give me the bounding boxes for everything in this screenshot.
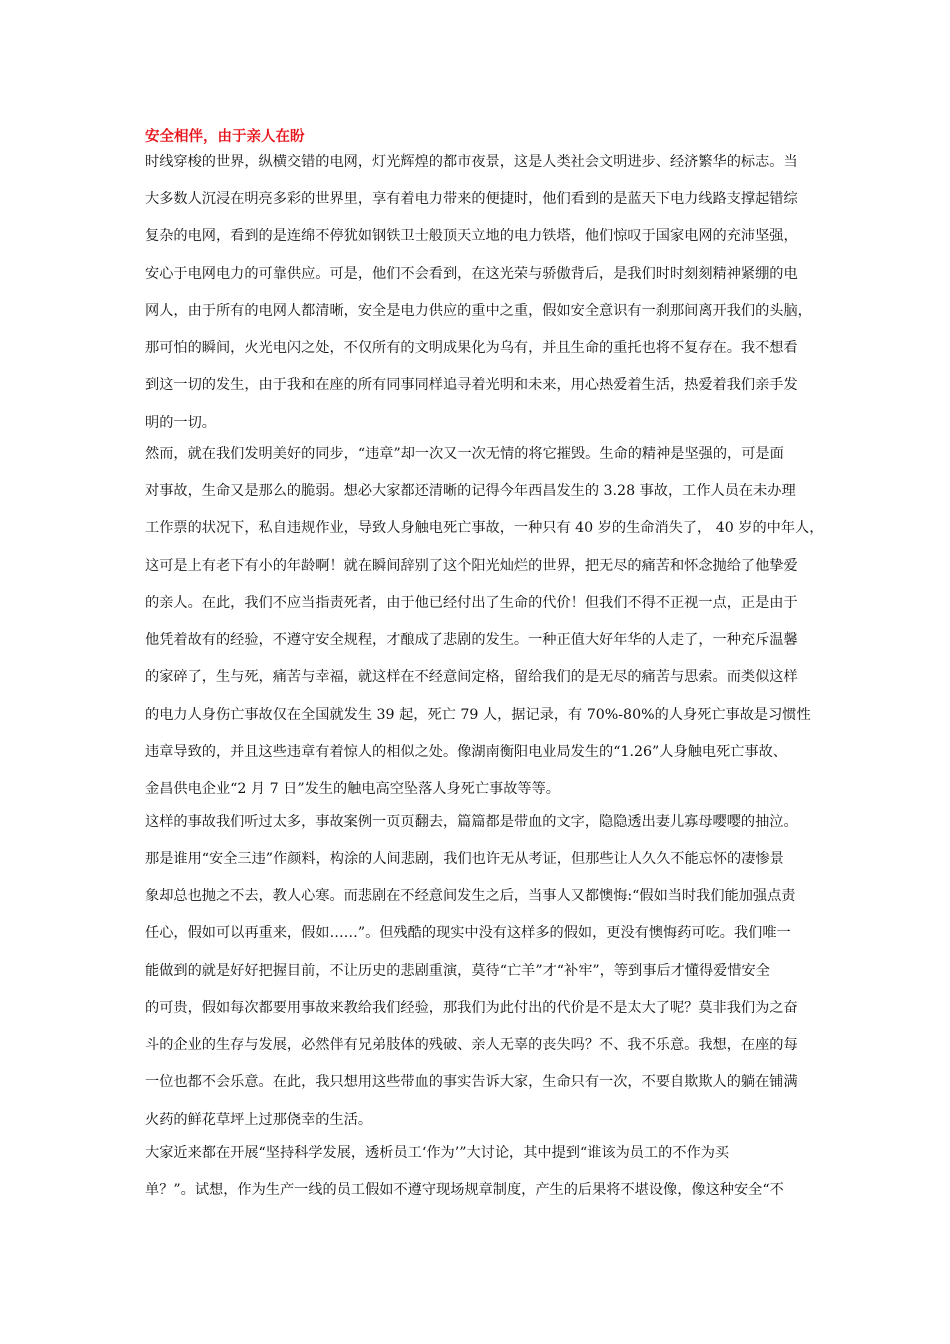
document-title: 安全相伴，由于亲人在盼 [145,129,305,145]
paragraph-line: 那是谁用“安全三违”作颜料，构涂的人间悲剧，我们也许无从考证，但那些让人久久不能忘怀的凄惨景 [145,851,784,867]
paragraph-line: 任心，假如可以再重来，假如……”。但残酷的现实中没有这样多的假如，更没有懊悔药可吃。我们唯一 [145,925,791,941]
paragraph-line: 他凭着故有的经验，不遵守安全规程，才酿成了悲剧的发生。一种正值大好年华的人走了，一种充斥温馨 [145,632,798,648]
paragraph-line: 能做到的就是好好把握目前，不让历史的悲剧重演，莫待“亡羊”才“补牢”，等到事后才懂得爱惜安全 [145,963,770,979]
paragraph-line: 象却总也抛之不去，教人心寒。而悲剧在不经意间发生之后，当事人又都懊悔:“假如当时我们能加强点责 [145,888,796,904]
paragraph-line: 对事故，生命又是那么的脆弱。想必大家都还清晰的记得今年西昌发生的 3.28 事故，工作人员在未办理 [145,483,796,499]
paragraph-line: 的家碎了，生与死，痛苦与幸福，就这样在不经意间定格，留给我们的是无尽的痛苦与思索。而类似这样 [145,669,798,685]
paragraph-line: 明的一切。 [145,415,216,431]
paragraph-line: 的可贵，假如每次都要用事故来教给我们经验，那我们为此付出的代价是不是太大了呢？莫非我们为之奋 [145,1000,798,1016]
paragraph-line: 的亲人。在此，我们不应当指责死者，由于他已经付出了生命的代价！但我们不得不正视一点，正是由于 [145,595,798,611]
paragraph-line: 时线穿梭的世界，纵横交错的电网，灯光辉煌的都市夜景，这是人类社会文明进步、经济繁华的标志。当 [145,154,798,170]
paragraph-line: 那可怕的瞬间，火光电闪之处，不仅所有的文明成果化为乌有，并且生命的重托也将不复存在。我不想看 [145,340,798,356]
paragraph-line: 的电力人身伤亡事故仅在全国就发生 39 起，死亡 79 人，据记录，有 70%-80%的人身死亡事故是习惯性 [145,707,811,723]
paragraph-line: 违章导致的，并且这些违章有着惊人的相似之处。像湖南衡阳电业局发生的“1.26”人身触电死亡事故、 [145,744,787,760]
paragraph-line: 然而，就在我们发明美好的同步，“违章”却一次又一次无情的将它摧毁。生命的精神是坚强的，可是面 [145,446,784,462]
paragraph-line: 单？”。试想，作为生产一线的员工假如不遵守现场规章制度，产生的后果将不堪设像，像这种安全“不 [145,1182,784,1198]
paragraph-line: 这可是上有老下有小的年龄啊！就在瞬间辞别了这个阳光灿烂的世界，把无尽的痛苦和怀念抛给了他挚爱 [145,558,798,574]
paragraph-line: 安心于电网电力的可靠供应。可是，他们不会看到，在这光荣与骄傲背后，是我们时时刻刻精神紧绷的电 [145,266,798,282]
paragraph-line: 工作票的状况下，私自违规作业，导致人身触电死亡事故，一种只有 40 岁的生命消失了， 40 岁的中年人， [145,520,824,536]
paragraph-line: 到这一切的发生，由于我和在座的所有同事同样追寻着光明和未来，用心热爱着生活，热爱着我们亲手发 [145,377,798,393]
paragraph-line: 复杂的电网，看到的是连绵不停犹如钢铁卫士般顶天立地的电力铁塔，他们惊叹于国家电网的充沛坚强， [145,228,798,244]
paragraph-line: 火药的鲜花草坪上过那侥幸的生活。 [145,1112,373,1128]
paragraph-line: 斗的企业的生存与发展，必然伴有兄弟肢体的残破、亲人无辜的丧失吗？不、我不乐意。我想，在座的每 [145,1037,798,1053]
paragraph-line: 大多数人沉浸在明亮多彩的世界里，享有着电力带来的便捷时，他们看到的是蓝天下电力线路支撑起错综 [145,191,798,207]
paragraph-line: 这样的事故我们听过太多，事故案例一页页翻去，篇篇都是带血的文字，隐隐透出妻儿寡母嘤嘤的抽泣。 [145,814,798,830]
paragraph-line: 大家近来都在开展“坚持科学发展，透析员工‘作为’”大讨论，其中提到“谁该为员工的不作为买 [145,1145,730,1161]
paragraph-line: 金昌供电企业“2 月 7 日”发生的触电高空坠落人身死亡事故等等。 [145,781,560,797]
paragraph-line: 网人，由于所有的电网人都清晰，安全是电力供应的重中之重，假如安全意识有一刹那间离开我们的头脑， [145,303,812,319]
paragraph-line: 一位也都不会乐意。在此，我只想用这些带血的事实告诉大家，生命只有一次，不要自欺欺人的躺在铺满 [145,1074,798,1090]
